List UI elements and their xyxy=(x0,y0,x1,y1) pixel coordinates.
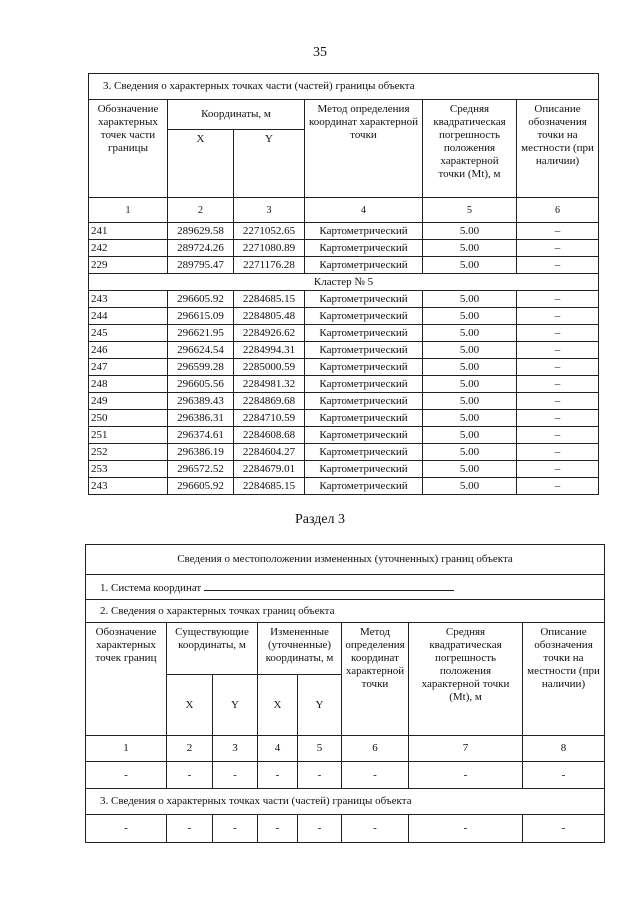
coord-y: 2271176.28 xyxy=(234,257,305,274)
header-coordinates: Координаты, м xyxy=(168,100,305,130)
coord-y: 2284869.68 xyxy=(234,393,305,410)
description: – xyxy=(517,444,599,461)
coord-x: 296374.61 xyxy=(168,427,234,444)
table1-title: 3. Сведения о характерных точках части (частей) границы объекта xyxy=(89,74,599,100)
point-id: 241 xyxy=(89,223,168,240)
error-mt: 5.00 xyxy=(423,461,517,478)
header2-x-changed: X xyxy=(258,675,298,736)
coord-y: 2284679.01 xyxy=(234,461,305,478)
description: – xyxy=(517,257,599,274)
point-id: 250 xyxy=(89,410,168,427)
changed-boundaries-table xyxy=(85,544,605,843)
empty-cell: - xyxy=(298,815,342,843)
coord-y: 2284994.31 xyxy=(234,342,305,359)
empty-cell: - xyxy=(258,815,298,843)
empty-cell: - xyxy=(167,762,213,789)
point-id: 251 xyxy=(89,427,168,444)
table-row xyxy=(89,308,599,325)
section-title: Раздел 3 xyxy=(294,512,346,527)
description: – xyxy=(517,291,599,308)
header2-x-existing: X xyxy=(167,675,213,736)
coord-y: 2284981.32 xyxy=(234,376,305,393)
coord-y: 2284685.15 xyxy=(234,478,305,495)
method: Картометрический xyxy=(305,308,423,325)
point-id: 243 xyxy=(89,478,168,495)
method: Картометрический xyxy=(305,478,423,495)
table-row xyxy=(89,359,599,376)
table-row xyxy=(89,376,599,393)
table-row xyxy=(89,410,599,427)
table-row xyxy=(89,342,599,359)
table2-row xyxy=(86,762,605,789)
coord-x: 296572.52 xyxy=(168,461,234,478)
table-row xyxy=(89,325,599,342)
col-number: 6 xyxy=(342,736,409,762)
coord-x: 296621.95 xyxy=(168,325,234,342)
points-title: 2. Сведения о характерных точках границ объекта xyxy=(86,600,605,623)
error-mt: 5.00 xyxy=(423,325,517,342)
coord-y: 2284685.15 xyxy=(234,291,305,308)
cluster-label: Кластер № 5 xyxy=(89,274,599,291)
point-id: 242 xyxy=(89,240,168,257)
error-mt: 5.00 xyxy=(423,308,517,325)
error-mt: 5.00 xyxy=(423,444,517,461)
error-mt: 5.00 xyxy=(423,376,517,393)
col-number: 3 xyxy=(234,198,305,223)
coord-y: 2284926.62 xyxy=(234,325,305,342)
description: – xyxy=(517,325,599,342)
coord-x: 289724.26 xyxy=(168,240,234,257)
error-mt: 5.00 xyxy=(423,223,517,240)
coord-y: 2284710.59 xyxy=(234,410,305,427)
coord-system-label: 1. Система координат xyxy=(100,581,202,594)
coord-x: 289629.58 xyxy=(168,223,234,240)
coord-x: 289795.47 xyxy=(168,257,234,274)
table-row xyxy=(89,223,599,240)
empty-cell: - xyxy=(298,762,342,789)
table1-rows-a xyxy=(89,223,599,274)
table-row xyxy=(89,444,599,461)
empty-cell: - xyxy=(523,762,605,789)
header-x: X xyxy=(168,130,234,198)
empty-cell: - xyxy=(86,815,167,843)
table-row xyxy=(89,478,599,495)
description: – xyxy=(517,223,599,240)
error-mt: 5.00 xyxy=(423,393,517,410)
col-number: 1 xyxy=(89,198,168,223)
error-mt: 5.00 xyxy=(423,427,517,444)
col-number: 3 xyxy=(213,736,258,762)
col-number: 7 xyxy=(409,736,523,762)
method: Картометрический xyxy=(305,410,423,427)
coord-x: 296615.09 xyxy=(168,308,234,325)
col-number: 6 xyxy=(517,198,599,223)
table-row xyxy=(89,291,599,308)
description: – xyxy=(517,240,599,257)
point-id: 248 xyxy=(89,376,168,393)
point-id: 252 xyxy=(89,444,168,461)
coord-y: 2285000.59 xyxy=(234,359,305,376)
coord-x: 296605.92 xyxy=(168,291,234,308)
coord-x: 296599.28 xyxy=(168,359,234,376)
coord-x: 296605.92 xyxy=(168,478,234,495)
description: – xyxy=(517,410,599,427)
col-number: 4 xyxy=(258,736,298,762)
empty-cell: - xyxy=(342,815,409,843)
coord-y: 2284608.68 xyxy=(234,427,305,444)
method: Картометрический xyxy=(305,359,423,376)
method: Картометрический xyxy=(305,376,423,393)
error-mt: 5.00 xyxy=(423,240,517,257)
header2-method: Метод определения координат характерной точки xyxy=(342,623,409,736)
coord-x: 296389.43 xyxy=(168,393,234,410)
table-row xyxy=(89,393,599,410)
col-number: 1 xyxy=(86,736,167,762)
empty-cell: - xyxy=(213,815,258,843)
method: Картометрический xyxy=(305,427,423,444)
method: Картометрический xyxy=(305,240,423,257)
description: – xyxy=(517,461,599,478)
parts-title: 3. Сведения о характерных точках части (частей) границы объекта xyxy=(86,789,605,815)
point-id: 249 xyxy=(89,393,168,410)
col-number: 2 xyxy=(167,736,213,762)
point-id: 244 xyxy=(89,308,168,325)
coord-y: 2271052.65 xyxy=(234,223,305,240)
point-id: 253 xyxy=(89,461,168,478)
error-mt: 5.00 xyxy=(423,478,517,495)
header2-description: Описание обозначения точки на местности (при наличии) xyxy=(523,623,605,736)
table-row xyxy=(89,240,599,257)
description: – xyxy=(517,359,599,376)
method: Картометрический xyxy=(305,342,423,359)
empty-cell: - xyxy=(167,815,213,843)
description: – xyxy=(517,393,599,410)
col-number: 5 xyxy=(423,198,517,223)
empty-cell: - xyxy=(409,762,523,789)
method: Картометрический xyxy=(305,291,423,308)
header-designation: Обозначение характерных точек части границы xyxy=(89,100,168,198)
table2-row xyxy=(86,815,605,843)
cluster-row-group xyxy=(89,274,599,291)
header-y: Y xyxy=(234,130,305,198)
coord-system-row xyxy=(86,575,605,600)
coord-system-blank xyxy=(204,580,454,591)
empty-cell: - xyxy=(258,762,298,789)
header2-changed: Измененные (уточненные) координаты, м xyxy=(258,623,342,675)
description: – xyxy=(517,342,599,359)
table-row xyxy=(89,427,599,444)
point-id: 243 xyxy=(89,291,168,308)
error-mt: 5.00 xyxy=(423,359,517,376)
description: – xyxy=(517,376,599,393)
coord-y: 2284604.27 xyxy=(234,444,305,461)
table1-header xyxy=(89,74,599,223)
header2-y-changed: Y xyxy=(298,675,342,736)
points-table-part-boundary xyxy=(88,73,599,495)
coord-y: 2271080.89 xyxy=(234,240,305,257)
col-number: 4 xyxy=(305,198,423,223)
point-id: 229 xyxy=(89,257,168,274)
empty-cell: - xyxy=(213,762,258,789)
coord-x: 296624.54 xyxy=(168,342,234,359)
error-mt: 5.00 xyxy=(423,257,517,274)
header-error: Средняя квадратическая погрешность положения характерной точки (Mt), м xyxy=(423,100,517,198)
error-mt: 5.00 xyxy=(423,410,517,427)
empty-cell: - xyxy=(523,815,605,843)
description: – xyxy=(517,427,599,444)
method: Картометрический xyxy=(305,461,423,478)
table2-title: Сведения о местоположении измененных (уточненных) границ объекта xyxy=(86,545,605,575)
table1-rows-b xyxy=(89,291,599,495)
description: – xyxy=(517,308,599,325)
method: Картометрический xyxy=(305,223,423,240)
coord-x: 296605.56 xyxy=(168,376,234,393)
method: Картометрический xyxy=(305,257,423,274)
header2-error: Средняя квадратическая погрешность положения характерной точки (Mt), м xyxy=(409,623,523,736)
method: Картометрический xyxy=(305,444,423,461)
header2-y-existing: Y xyxy=(213,675,258,736)
empty-cell: - xyxy=(342,762,409,789)
header2-existing: Существующие координаты, м xyxy=(167,623,258,675)
col-number: 5 xyxy=(298,736,342,762)
header2-designation: Обозначение характерных точек границ xyxy=(86,623,167,736)
point-id: 245 xyxy=(89,325,168,342)
point-id: 247 xyxy=(89,359,168,376)
table-row xyxy=(89,461,599,478)
col-number: 2 xyxy=(168,198,234,223)
header-method: Метод определения координат характерной точки xyxy=(305,100,423,198)
description: – xyxy=(517,478,599,495)
method: Картометрический xyxy=(305,325,423,342)
coord-x: 296386.31 xyxy=(168,410,234,427)
empty-cell: - xyxy=(409,815,523,843)
point-id: 246 xyxy=(89,342,168,359)
col-number: 8 xyxy=(523,736,605,762)
page-number: 35 xyxy=(313,45,327,60)
error-mt: 5.00 xyxy=(423,342,517,359)
table2-col-numbers xyxy=(86,736,605,762)
table-row xyxy=(89,257,599,274)
method: Картометрический xyxy=(305,393,423,410)
coord-y: 2284805.48 xyxy=(234,308,305,325)
coord-x: 296386.19 xyxy=(168,444,234,461)
error-mt: 5.00 xyxy=(423,291,517,308)
empty-cell: - xyxy=(86,762,167,789)
header-description: Описание обозначения точки на местности (при наличии) xyxy=(517,100,599,198)
